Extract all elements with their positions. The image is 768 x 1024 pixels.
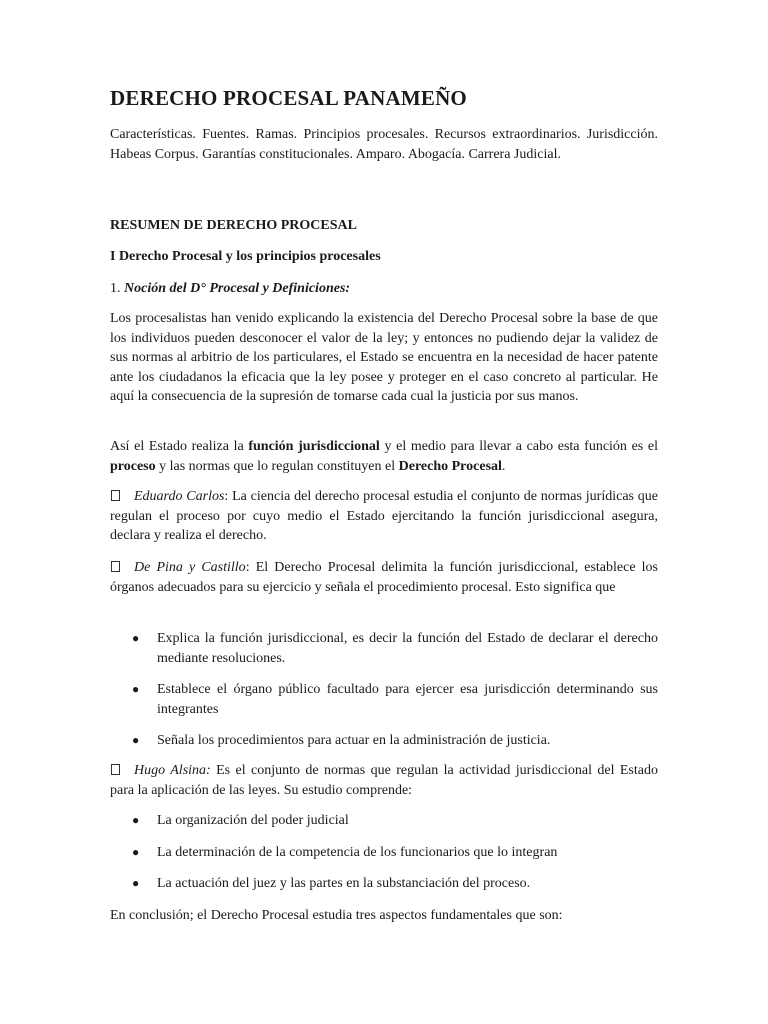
paragraph-intro: Los procesalistas han venido explicando la existencia del Derecho Procesal sobre la base de que los individuos pueden desconocer el valor de la ley; y entonces no pudiendo dejar la validez de sus normas al arbitrio de los particulares, el Estado se encuentra en la necesidad de hacer patente ante los ciudadanos la eficacia que la ley posee y proteger en el caso concreto al particular. He aquí la consecuencia de la supresión de tomarse cada cual la justicia por sus manos. (110, 311, 658, 404)
list-item-text: La determinación de la competencia de los funcionarios que lo integran (157, 844, 558, 860)
checkbox-glyph-icon (111, 561, 120, 572)
list-item (110, 811, 658, 831)
checkbox-glyph-icon (111, 764, 120, 775)
section-number: 1. (110, 281, 121, 296)
section-heading (110, 279, 658, 299)
bullet-icon: ● (132, 631, 140, 645)
list-item (110, 680, 658, 719)
bullet-icon: ● (132, 682, 140, 696)
author-name: Hugo Alsina: (134, 763, 211, 778)
bullet-list-estudio (110, 811, 658, 906)
definition-text: : El Derecho Procesal delimita la función jurisdiccional, establece los órganos adecuados para su ejercicio y señala el procedimiento procesal. Esto significa que (110, 560, 658, 595)
paragraph-estado (110, 437, 658, 476)
list-item (110, 629, 658, 668)
list-item (110, 731, 658, 751)
document-title: DERECHO PROCESAL PANAMEÑO (110, 86, 467, 110)
list-item-text: Explica la función jurisdiccional, es decir la función del Estado de declarar el derecho mediante resoluciones. (157, 631, 658, 666)
bullet-icon: ● (132, 813, 140, 827)
text-run: Así el Estado realiza la (110, 439, 249, 454)
resumen-heading: RESUMEN DE DERECHO PROCESAL (110, 218, 357, 233)
part-heading: I Derecho Procesal y los principios procesales (110, 249, 381, 264)
checkbox-glyph-icon (111, 490, 120, 501)
bullet-list-funciones (110, 629, 658, 763)
list-item-text: Señala los procedimientos para actuar en la administración de justicia. (157, 733, 551, 748)
paragraph-conclusion: En conclusión; el Derecho Procesal estudia tres aspectos fundamentales que son: (110, 908, 563, 923)
definition-text: : La ciencia del derecho procesal estudia el conjunto de normas jurídicas que regulan el proceso por cuyo medio el Estado ejercitando la función jurisdiccional asegura, declara y realiza el derecho. (110, 489, 658, 543)
list-item (110, 874, 658, 894)
definition-hugo-alsina (110, 761, 658, 800)
list-item-text: La organización del poder judicial (157, 813, 349, 828)
list-item-text: Establece el órgano público facultado para ejercer esa jurisdicción determinando sus integrantes (157, 682, 658, 717)
bold-term: función jurisdiccional (248, 439, 380, 454)
definition-eduardo-carlos (110, 487, 658, 546)
text-run: y las normas que lo regulan constituyen el (155, 458, 399, 474)
list-item-text: La actuación del juez y las partes en la substanciación del proceso. (157, 876, 531, 891)
text-run: y el medio para llevar a cabo esta función es el (379, 439, 658, 454)
text-run: . (501, 458, 506, 474)
author-name: Eduardo Carlos (134, 489, 225, 504)
definition-de-pina (110, 558, 658, 597)
topics-line: Características. Fuentes. Ramas. Principios procesales. Recursos extraordinarios. Jurisdicción. Habeas Corpus. Garantías constitucionales. Amparo. Abogacía. Carrera Judicial. (110, 127, 658, 162)
bold-term: Derecho Procesal (398, 458, 502, 474)
bullet-icon: ● (132, 844, 140, 859)
author-name: De Pina y Castillo (134, 560, 246, 575)
section-title: Noción del D° Procesal y Definiciones: (124, 281, 351, 296)
bullet-icon: ● (132, 733, 140, 747)
bullet-icon: ● (132, 876, 140, 890)
definition-text: Es el conjunto de normas que regulan la actividad jurisdiccional del Estado para la aplicación de las leyes. Su estudio comprende: (110, 763, 658, 798)
list-item (110, 843, 658, 863)
bold-term: proceso (110, 458, 156, 474)
